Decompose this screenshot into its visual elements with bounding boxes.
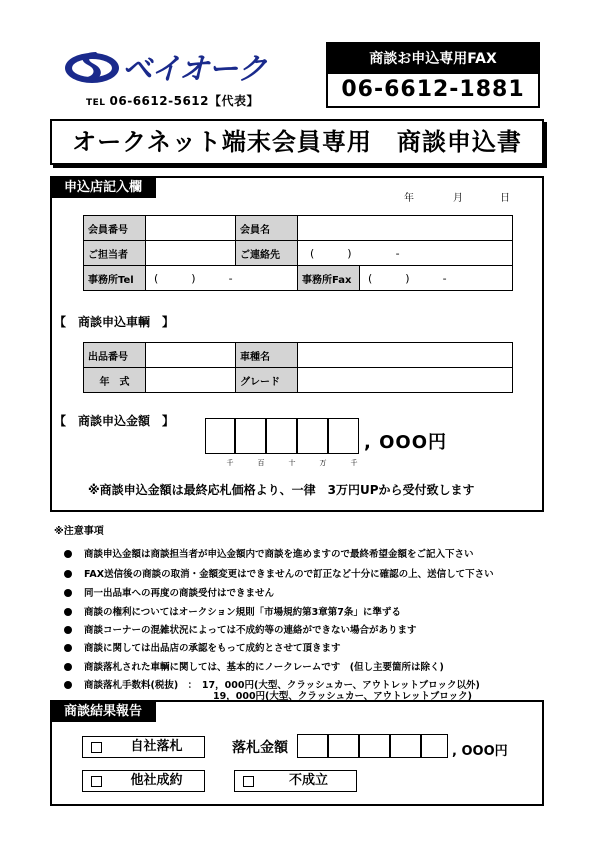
model-label: 車種名 <box>236 343 298 368</box>
checkbox-icon[interactable] <box>243 776 254 787</box>
contact-phone-field[interactable]: ( ) - <box>298 241 513 266</box>
table-row <box>84 343 513 368</box>
table-row <box>84 266 513 291</box>
bullet-icon <box>64 570 72 578</box>
win-amount-digit-box[interactable] <box>390 734 421 758</box>
list-item: 商談申込金額は商談担当者が申込金額内で商談を進めますので最終希望金額をご記入下さい <box>64 546 474 560</box>
table-row <box>84 216 513 241</box>
digit-label: 千 <box>350 459 358 467</box>
own-win-checkbox[interactable] <box>82 736 205 758</box>
no-deal-checkbox[interactable] <box>234 770 357 792</box>
digit-label: 百 <box>257 459 265 467</box>
bullet-icon <box>64 589 72 597</box>
list-item: 商談に関しては出品店の承認をもって成約とさせて頂きます <box>64 640 341 654</box>
digit-label: 十 <box>288 459 296 467</box>
other-deal-checkbox[interactable] <box>82 770 205 792</box>
fax-number: 06-6612-1881 <box>341 77 525 102</box>
own-win-label: 自社落札 <box>130 739 183 754</box>
model-field[interactable] <box>298 343 513 368</box>
amount-digit-box[interactable] <box>328 418 359 454</box>
notes-title: ※注意事項 <box>54 526 104 537</box>
grade-label: グレード <box>236 368 298 393</box>
amount-note: ※商談申込金額は最終応札価格より、一律 3万円UPから受付致します <box>88 483 475 497</box>
contact-person-field[interactable] <box>146 241 236 266</box>
win-amount-digit-box[interactable] <box>359 734 390 758</box>
win-amount-digit-box[interactable] <box>328 734 359 758</box>
win-amount-label: 落札金額 <box>232 740 288 756</box>
logo-text: ベイオーク <box>122 52 267 87</box>
other-deal-label: 他社成約 <box>130 773 183 788</box>
grade-field[interactable] <box>298 368 513 393</box>
amount-digit-box[interactable] <box>205 418 235 454</box>
list-item: 商談コーナーの混雑状況によっては不成約等の連絡ができない場合があります <box>64 622 417 636</box>
vehicle-heading: 【 商談申込車輌 】 <box>54 315 175 329</box>
tel-mark: TEL <box>86 98 106 108</box>
year-field[interactable] <box>146 368 236 393</box>
office-tel-label: 事務所Tel <box>84 266 146 291</box>
no-deal-label: 不成立 <box>288 773 328 788</box>
lot-no-field[interactable] <box>146 343 236 368</box>
list-item: 商談落札手数料(税抜) ： 17，000円(大型、クラッシュカー、アウトレットブロック以外) <box>64 677 480 691</box>
checkbox-icon[interactable] <box>91 742 102 753</box>
bullet-icon <box>64 644 72 652</box>
date-day: 日 <box>500 193 510 204</box>
list-item: 商談の権利についてはオークション規則「市場規約第3章第7条」に準ずる <box>64 604 401 618</box>
fee-line-2: 19，000円(大型、クラッシュカー、アウトレットブロック) <box>213 691 472 702</box>
fax-title: 商談お申込専用FAX <box>328 44 538 74</box>
amount-suffix: , OOO円 <box>364 432 448 453</box>
year-label: 年 式 <box>84 368 146 393</box>
bullet-icon <box>64 626 72 634</box>
checkbox-icon[interactable] <box>91 776 102 787</box>
member-name-field[interactable] <box>298 216 513 241</box>
vehicle-table <box>83 342 513 393</box>
amount-digit-box[interactable] <box>297 418 328 454</box>
amount-heading: 【 商談申込金額 】 <box>54 414 175 428</box>
bullet-icon <box>64 681 72 689</box>
office-fax-field[interactable]: ( ) - <box>360 266 513 291</box>
form-title <box>50 119 544 165</box>
contact-phone-label: ご連絡先 <box>236 241 298 266</box>
digit-label: 万 <box>319 459 327 467</box>
lot-no-label: 出品番号 <box>84 343 146 368</box>
baioak-logo-icon <box>62 46 122 86</box>
date-year: 年 <box>404 193 414 204</box>
bullet-icon <box>64 550 72 558</box>
amount-digit-box[interactable] <box>235 418 266 454</box>
date-month: 月 <box>453 193 463 204</box>
bullet-icon <box>64 663 72 671</box>
win-amount-suffix: , OOO円 <box>452 744 508 759</box>
tel-line <box>86 92 259 109</box>
table-row <box>84 241 513 266</box>
tel-number: 06-6612-5612【代表】 <box>109 94 259 108</box>
office-tel-field[interactable]: ( ) - <box>146 266 298 291</box>
fax-box <box>326 42 540 108</box>
list-item: FAX送信後の商談の取消・金額変更はできませんので訂正など十分に確認の上、送信して下さい <box>64 566 494 580</box>
result-tab: 商談結果報告 <box>50 701 156 722</box>
member-no-label: 会員番号 <box>84 216 146 241</box>
applicant-table <box>83 215 513 291</box>
amount-digit-box[interactable] <box>266 418 297 454</box>
list-item: 同一出品車への再度の商談受付はできません <box>64 585 274 599</box>
contact-person-label: ご担当者 <box>84 241 146 266</box>
list-item: 商談落札された車輌に関しては、基本的にノークレームです (但し主要箇所は除く) <box>64 659 444 673</box>
win-amount-digit-box[interactable] <box>297 734 328 758</box>
digit-label: 千 <box>226 459 234 467</box>
table-row <box>84 368 513 393</box>
applicant-tab: 申込店記入欄 <box>50 177 156 198</box>
form-title-text: オークネット端末会員専用 商談申込書 <box>72 128 522 156</box>
member-no-field[interactable] <box>146 216 236 241</box>
member-name-label: 会員名 <box>236 216 298 241</box>
office-fax-label: 事務所Fax <box>298 266 360 291</box>
bullet-icon <box>64 608 72 616</box>
win-amount-digit-box[interactable] <box>421 734 448 758</box>
